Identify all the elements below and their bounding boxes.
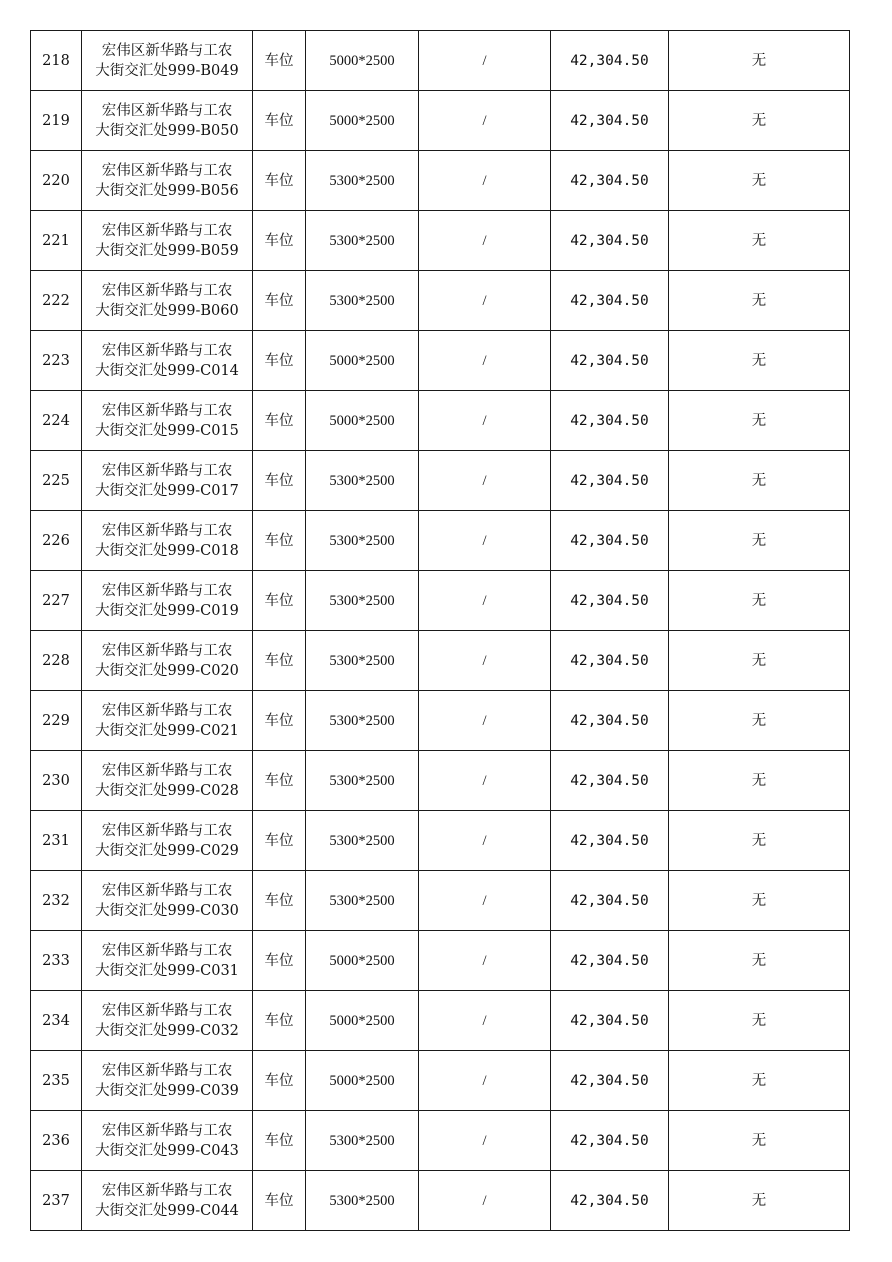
slash-cell: / (419, 31, 551, 91)
slash-cell: / (419, 991, 551, 1051)
property-type-cell: 车位 (253, 631, 306, 691)
slash-cell: / (419, 1051, 551, 1111)
dimensions-cell: 5300*2500 (306, 451, 419, 511)
property-type-cell: 车位 (253, 871, 306, 931)
price-cell: 42,304.50 (551, 271, 669, 331)
location-cell (82, 91, 253, 151)
location-cell (82, 571, 253, 631)
location-line-1: 宏伟区新华路与工农 (101, 642, 233, 659)
property-type-cell: 车位 (253, 91, 306, 151)
row-number-cell: 235 (31, 1051, 82, 1111)
price-cell: 42,304.50 (551, 811, 669, 871)
remarks-cell: 无 (669, 991, 850, 1051)
location-line-1: 宏伟区新华路与工农 (101, 522, 233, 539)
price-cell: 42,304.50 (551, 31, 669, 91)
document-page (30, 30, 846, 1231)
price-cell: 42,304.50 (551, 91, 669, 151)
price-cell: 42,304.50 (551, 571, 669, 631)
table-row (31, 1111, 850, 1171)
slash-cell: / (419, 751, 551, 811)
property-type-cell: 车位 (253, 1171, 306, 1231)
location-line-2: 大街交汇处999-C017 (95, 482, 239, 499)
location-line-1: 宏伟区新华路与工农 (101, 1182, 233, 1199)
location-line-1: 宏伟区新华路与工农 (101, 822, 233, 839)
slash-cell: / (419, 271, 551, 331)
table-row (31, 211, 850, 271)
location-cell (82, 691, 253, 751)
dimensions-cell: 5300*2500 (306, 691, 419, 751)
remarks-cell: 无 (669, 811, 850, 871)
location-line-2: 大街交汇处999-C018 (95, 542, 239, 559)
table-row (31, 571, 850, 631)
row-number-cell: 220 (31, 151, 82, 211)
remarks-cell: 无 (669, 331, 850, 391)
dimensions-cell: 5000*2500 (306, 391, 419, 451)
row-number-cell: 232 (31, 871, 82, 931)
price-cell: 42,304.50 (551, 871, 669, 931)
row-number-cell: 224 (31, 391, 82, 451)
location-line-2: 大街交汇处999-C043 (95, 1142, 239, 1159)
price-cell: 42,304.50 (551, 931, 669, 991)
table-row (31, 151, 850, 211)
row-number-cell: 231 (31, 811, 82, 871)
dimensions-cell: 5300*2500 (306, 631, 419, 691)
row-number-cell: 221 (31, 211, 82, 271)
slash-cell: / (419, 871, 551, 931)
location-cell (82, 271, 253, 331)
slash-cell: / (419, 931, 551, 991)
location-line-1: 宏伟区新华路与工农 (101, 762, 233, 779)
property-type-cell: 车位 (253, 31, 306, 91)
remarks-cell: 无 (669, 1111, 850, 1171)
dimensions-cell: 5300*2500 (306, 271, 419, 331)
table-row (31, 631, 850, 691)
remarks-cell: 无 (669, 631, 850, 691)
price-cell: 42,304.50 (551, 1111, 669, 1171)
location-cell (82, 991, 253, 1051)
table-body (31, 31, 850, 1231)
slash-cell: / (419, 1111, 551, 1171)
location-cell (82, 751, 253, 811)
dimensions-cell: 5300*2500 (306, 1171, 419, 1231)
dimensions-cell: 5300*2500 (306, 751, 419, 811)
location-line-1: 宏伟区新华路与工农 (101, 1062, 233, 1079)
property-type-cell: 车位 (253, 571, 306, 631)
location-cell (82, 31, 253, 91)
price-cell: 42,304.50 (551, 751, 669, 811)
location-line-1: 宏伟区新华路与工农 (101, 222, 233, 239)
location-cell (82, 151, 253, 211)
location-line-2: 大街交汇处999-C014 (95, 362, 239, 379)
property-type-cell: 车位 (253, 751, 306, 811)
property-type-cell: 车位 (253, 931, 306, 991)
location-line-2: 大街交汇处999-C039 (95, 1082, 239, 1099)
remarks-cell: 无 (669, 391, 850, 451)
table-row (31, 511, 850, 571)
location-line-2: 大街交汇处999-C044 (95, 1202, 239, 1219)
remarks-cell: 无 (669, 751, 850, 811)
row-number-cell: 234 (31, 991, 82, 1051)
row-number-cell: 227 (31, 571, 82, 631)
location-line-1: 宏伟区新华路与工农 (101, 702, 233, 719)
remarks-cell: 无 (669, 691, 850, 751)
table-row (31, 691, 850, 751)
price-cell: 42,304.50 (551, 151, 669, 211)
row-number-cell: 233 (31, 931, 82, 991)
dimensions-cell: 5000*2500 (306, 991, 419, 1051)
row-number-cell: 219 (31, 91, 82, 151)
location-cell (82, 631, 253, 691)
location-line-2: 大街交汇处999-B059 (95, 242, 239, 259)
remarks-cell: 无 (669, 151, 850, 211)
location-line-1: 宏伟区新华路与工农 (101, 162, 233, 179)
slash-cell: / (419, 331, 551, 391)
location-line-1: 宏伟区新华路与工农 (101, 1002, 233, 1019)
location-cell (82, 331, 253, 391)
slash-cell: / (419, 691, 551, 751)
price-cell: 42,304.50 (551, 691, 669, 751)
row-number-cell: 225 (31, 451, 82, 511)
property-type-cell: 车位 (253, 151, 306, 211)
location-line-1: 宏伟区新华路与工农 (101, 462, 233, 479)
location-line-2: 大街交汇处999-C015 (95, 422, 239, 439)
price-cell: 42,304.50 (551, 631, 669, 691)
location-cell (82, 511, 253, 571)
remarks-cell: 无 (669, 451, 850, 511)
location-cell (82, 871, 253, 931)
location-line-1: 宏伟区新华路与工农 (101, 342, 233, 359)
slash-cell: / (419, 571, 551, 631)
dimensions-cell: 5300*2500 (306, 1111, 419, 1171)
location-line-1: 宏伟区新华路与工农 (101, 102, 233, 119)
remarks-cell: 无 (669, 1051, 850, 1111)
remarks-cell: 无 (669, 931, 850, 991)
dimensions-cell: 5000*2500 (306, 331, 419, 391)
slash-cell: / (419, 151, 551, 211)
slash-cell: / (419, 211, 551, 271)
remarks-cell: 无 (669, 511, 850, 571)
location-line-2: 大街交汇处999-C021 (95, 722, 239, 739)
table-row (31, 91, 850, 151)
property-type-cell: 车位 (253, 691, 306, 751)
location-cell (82, 211, 253, 271)
property-type-cell: 车位 (253, 991, 306, 1051)
slash-cell: / (419, 91, 551, 151)
table-row (31, 991, 850, 1051)
location-line-2: 大街交汇处999-C019 (95, 602, 239, 619)
table-row (31, 271, 850, 331)
location-line-2: 大街交汇处999-B056 (95, 182, 239, 199)
dimensions-cell: 5000*2500 (306, 1051, 419, 1111)
remarks-cell: 无 (669, 571, 850, 631)
table-row (31, 931, 850, 991)
slash-cell: / (419, 391, 551, 451)
row-number-cell: 222 (31, 271, 82, 331)
table-row (31, 1171, 850, 1231)
price-cell: 42,304.50 (551, 1171, 669, 1231)
property-type-cell: 车位 (253, 331, 306, 391)
location-line-1: 宏伟区新华路与工农 (101, 1122, 233, 1139)
table-row (31, 1051, 850, 1111)
location-line-1: 宏伟区新华路与工农 (101, 582, 233, 599)
slash-cell: / (419, 1171, 551, 1231)
price-cell: 42,304.50 (551, 211, 669, 271)
table-row (31, 811, 850, 871)
dimensions-cell: 5300*2500 (306, 511, 419, 571)
location-cell (82, 451, 253, 511)
dimensions-cell: 5300*2500 (306, 151, 419, 211)
slash-cell: / (419, 511, 551, 571)
price-cell: 42,304.50 (551, 331, 669, 391)
dimensions-cell: 5000*2500 (306, 91, 419, 151)
dimensions-cell: 5300*2500 (306, 811, 419, 871)
location-line-2: 大街交汇处999-B050 (95, 122, 239, 139)
price-cell: 42,304.50 (551, 991, 669, 1051)
location-line-2: 大街交汇处999-C029 (95, 842, 239, 859)
location-line-1: 宏伟区新华路与工农 (101, 942, 233, 959)
location-line-2: 大街交汇处999-B049 (95, 62, 239, 79)
row-number-cell: 228 (31, 631, 82, 691)
dimensions-cell: 5000*2500 (306, 31, 419, 91)
remarks-cell: 无 (669, 91, 850, 151)
slash-cell: / (419, 631, 551, 691)
remarks-cell: 无 (669, 271, 850, 331)
property-type-cell: 车位 (253, 211, 306, 271)
location-cell (82, 931, 253, 991)
table-row (31, 871, 850, 931)
remarks-cell: 无 (669, 211, 850, 271)
property-type-cell: 车位 (253, 811, 306, 871)
row-number-cell: 236 (31, 1111, 82, 1171)
remarks-cell: 无 (669, 1171, 850, 1231)
table-row (31, 451, 850, 511)
table-row (31, 751, 850, 811)
location-cell (82, 1111, 253, 1171)
location-line-1: 宏伟区新华路与工农 (101, 282, 233, 299)
location-line-2: 大街交汇处999-C020 (95, 662, 239, 679)
location-line-2: 大街交汇处999-C030 (95, 902, 239, 919)
row-number-cell: 230 (31, 751, 82, 811)
location-line-1: 宏伟区新华路与工农 (101, 882, 233, 899)
price-cell: 42,304.50 (551, 391, 669, 451)
location-line-2: 大街交汇处999-C032 (95, 1022, 239, 1039)
remarks-cell: 无 (669, 31, 850, 91)
dimensions-cell: 5300*2500 (306, 571, 419, 631)
slash-cell: / (419, 811, 551, 871)
row-number-cell: 226 (31, 511, 82, 571)
price-cell: 42,304.50 (551, 511, 669, 571)
location-cell (82, 1051, 253, 1111)
property-type-cell: 车位 (253, 1111, 306, 1171)
dimensions-cell: 5300*2500 (306, 871, 419, 931)
dimensions-cell: 5300*2500 (306, 211, 419, 271)
parking-space-table (30, 30, 850, 1231)
location-cell (82, 391, 253, 451)
dimensions-cell: 5000*2500 (306, 931, 419, 991)
location-cell (82, 1171, 253, 1231)
row-number-cell: 229 (31, 691, 82, 751)
row-number-cell: 218 (31, 31, 82, 91)
location-line-2: 大街交汇处999-C028 (95, 782, 239, 799)
row-number-cell: 223 (31, 331, 82, 391)
price-cell: 42,304.50 (551, 1051, 669, 1111)
table-row (31, 31, 850, 91)
property-type-cell: 车位 (253, 511, 306, 571)
slash-cell: / (419, 451, 551, 511)
property-type-cell: 车位 (253, 391, 306, 451)
location-line-1: 宏伟区新华路与工农 (101, 402, 233, 419)
table-row (31, 331, 850, 391)
table-row (31, 391, 850, 451)
location-line-2: 大街交汇处999-C031 (95, 962, 239, 979)
property-type-cell: 车位 (253, 271, 306, 331)
remarks-cell: 无 (669, 871, 850, 931)
price-cell: 42,304.50 (551, 451, 669, 511)
location-line-1: 宏伟区新华路与工农 (101, 42, 233, 59)
location-cell (82, 811, 253, 871)
property-type-cell: 车位 (253, 451, 306, 511)
location-line-2: 大街交汇处999-B060 (95, 302, 239, 319)
property-type-cell: 车位 (253, 1051, 306, 1111)
row-number-cell: 237 (31, 1171, 82, 1231)
